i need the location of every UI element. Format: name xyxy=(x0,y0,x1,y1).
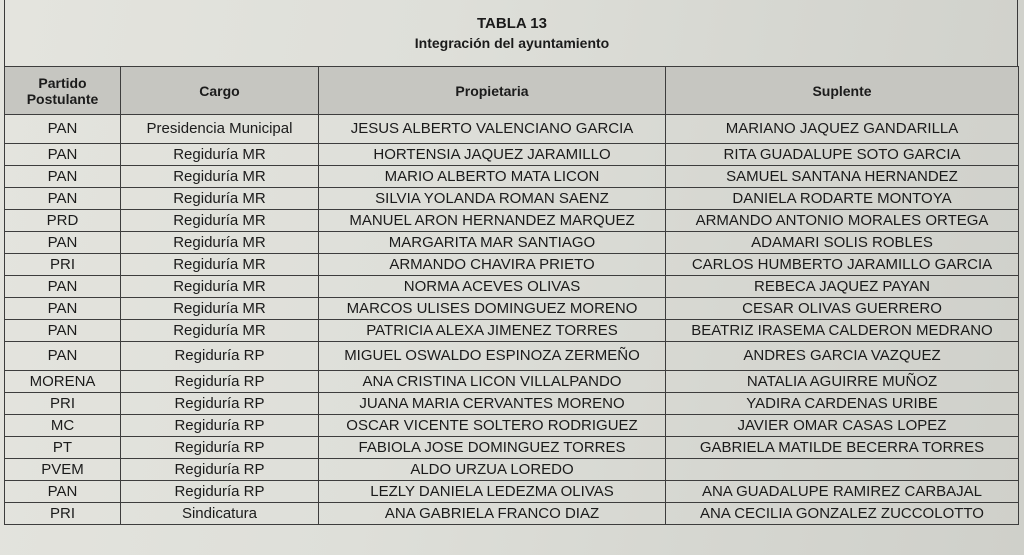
cargo-cell: Regiduría MR xyxy=(121,298,319,320)
table-row xyxy=(5,298,1019,320)
propietaria-cell: HORTENSIA JAQUEZ JARAMILLO xyxy=(319,144,666,166)
suplente-cell: ARMANDO ANTONIO MORALES ORTEGA xyxy=(666,210,1019,232)
suplente-cell xyxy=(666,459,1019,481)
propietaria-cell: JESUS ALBERTO VALENCIANO GARCIA xyxy=(319,115,666,144)
partido-cell: PRI xyxy=(5,254,121,276)
partido-cell: PVEM xyxy=(5,459,121,481)
propietaria-cell: PATRICIA ALEXA JIMENEZ TORRES xyxy=(319,320,666,342)
partido-cell: MORENA xyxy=(5,371,121,393)
table-row xyxy=(5,342,1019,371)
propietaria-cell: MIGUEL OSWALDO ESPINOZA ZERMEÑO xyxy=(319,342,666,371)
partido-cell: PRI xyxy=(5,393,121,415)
table-subtitle: Integración del ayuntamiento xyxy=(414,35,610,51)
table-row xyxy=(5,481,1019,503)
suplente-cell: CARLOS HUMBERTO JARAMILLO GARCIA xyxy=(666,254,1019,276)
partido-cell: PAN xyxy=(5,166,121,188)
partido-cell: PAN xyxy=(5,188,121,210)
cargo-cell: Regiduría RP xyxy=(121,371,319,393)
cargo-cell: Regiduría RP xyxy=(121,393,319,415)
suplente-cell: ANDRES GARCIA VAZQUEZ xyxy=(666,342,1019,371)
partido-cell: PAN xyxy=(5,342,121,371)
partido-cell: PAN xyxy=(5,115,121,144)
partido-cell: PAN xyxy=(5,276,121,298)
cargo-cell: Regiduría MR xyxy=(121,210,319,232)
partido-cell: PRI xyxy=(5,503,121,525)
cargo-cell: Regiduría RP xyxy=(121,481,319,503)
ayuntamiento-table xyxy=(4,66,1019,525)
table-title: TABLA 13 xyxy=(476,15,547,32)
cargo-cell: Regiduría MR xyxy=(121,320,319,342)
propietaria-cell: MARCOS ULISES DOMINGUEZ MORENO xyxy=(319,298,666,320)
suplente-cell: RITA GUADALUPE SOTO GARCIA xyxy=(666,144,1019,166)
propietaria-cell: LEZLY DANIELA LEDEZMA OLIVAS xyxy=(319,481,666,503)
propietaria-cell: ARMANDO CHAVIRA PRIETO xyxy=(319,254,666,276)
suplente-cell: MARIANO JAQUEZ GANDARILLA xyxy=(666,115,1019,144)
propietaria-cell: ANA GABRIELA FRANCO DIAZ xyxy=(319,503,666,525)
cargo-cell: Regiduría MR xyxy=(121,254,319,276)
table-row xyxy=(5,503,1019,525)
cargo-cell: Regiduría MR xyxy=(121,166,319,188)
header-suplente: Suplente xyxy=(666,67,1019,115)
partido-cell: PAN xyxy=(5,232,121,254)
table-row xyxy=(5,393,1019,415)
propietaria-cell: MANUEL ARON HERNANDEZ MARQUEZ xyxy=(319,210,666,232)
cargo-cell: Regiduría MR xyxy=(121,232,319,254)
cargo-cell: Regiduría RP xyxy=(121,342,319,371)
partido-cell: PAN xyxy=(5,320,121,342)
cargo-cell: Regiduría MR xyxy=(121,144,319,166)
propietaria-cell: FABIOLA JOSE DOMINGUEZ TORRES xyxy=(319,437,666,459)
cargo-cell: Regiduría RP xyxy=(121,459,319,481)
partido-cell: PAN xyxy=(5,298,121,320)
table-row xyxy=(5,459,1019,481)
header-cargo: Cargo xyxy=(121,67,319,115)
table-row xyxy=(5,166,1019,188)
suplente-cell: JAVIER OMAR CASAS LOPEZ xyxy=(666,415,1019,437)
table-row xyxy=(5,371,1019,393)
suplente-cell: YADIRA CARDENAS URIBE xyxy=(666,393,1019,415)
table-row xyxy=(5,210,1019,232)
header-partido: Partido Postulante xyxy=(5,67,121,115)
suplente-cell: ADAMARI SOLIS ROBLES xyxy=(666,232,1019,254)
table-row xyxy=(5,437,1019,459)
suplente-cell: NATALIA AGUIRRE MUÑOZ xyxy=(666,371,1019,393)
partido-cell: PAN xyxy=(5,144,121,166)
propietaria-cell: ALDO URZUA LOREDO xyxy=(319,459,666,481)
table-body xyxy=(5,115,1019,525)
cargo-cell: Regiduría MR xyxy=(121,188,319,210)
suplente-cell: CESAR OLIVAS GUERRERO xyxy=(666,298,1019,320)
propietaria-cell: JUANA MARIA CERVANTES MORENO xyxy=(319,393,666,415)
table-row xyxy=(5,115,1019,144)
frame-left-border xyxy=(4,0,5,66)
partido-cell: PAN xyxy=(5,481,121,503)
table-row xyxy=(5,254,1019,276)
suplente-cell: SAMUEL SANTANA HERNANDEZ xyxy=(666,166,1019,188)
propietaria-cell: OSCAR VICENTE SOLTERO RODRIGUEZ xyxy=(319,415,666,437)
cargo-cell: Presidencia Municipal xyxy=(121,115,319,144)
partido-cell: MC xyxy=(5,415,121,437)
table-row xyxy=(5,232,1019,254)
cargo-cell: Regiduría RP xyxy=(121,437,319,459)
table-row xyxy=(5,144,1019,166)
suplente-cell: REBECA JAQUEZ PAYAN xyxy=(666,276,1019,298)
table-row xyxy=(5,276,1019,298)
propietaria-cell: ANA CRISTINA LICON VILLALPANDO xyxy=(319,371,666,393)
suplente-cell: GABRIELA MATILDE BECERRA TORRES xyxy=(666,437,1019,459)
propietaria-cell: MARIO ALBERTO MATA LICON xyxy=(319,166,666,188)
suplente-cell: BEATRIZ IRASEMA CALDERON MEDRANO xyxy=(666,320,1019,342)
propietaria-cell: NORMA ACEVES OLIVAS xyxy=(319,276,666,298)
frame-right-border xyxy=(1017,0,1018,66)
partido-cell: PRD xyxy=(5,210,121,232)
cargo-cell: Regiduría MR xyxy=(121,276,319,298)
table-row xyxy=(5,320,1019,342)
table-row xyxy=(5,415,1019,437)
suplente-cell: ANA GUADALUPE RAMIREZ CARBAJAL xyxy=(666,481,1019,503)
propietaria-cell: MARGARITA MAR SANTIAGO xyxy=(319,232,666,254)
suplente-cell: ANA CECILIA GONZALEZ ZUCCOLOTTO xyxy=(666,503,1019,525)
header-row xyxy=(5,67,1019,115)
suplente-cell: DANIELA RODARTE MONTOYA xyxy=(666,188,1019,210)
cargo-cell: Sindicatura xyxy=(121,503,319,525)
partido-cell: PT xyxy=(5,437,121,459)
propietaria-cell: SILVIA YOLANDA ROMAN SAENZ xyxy=(319,188,666,210)
cargo-cell: Regiduría RP xyxy=(121,415,319,437)
table-row xyxy=(5,188,1019,210)
header-propietaria: Propietaria xyxy=(319,67,666,115)
